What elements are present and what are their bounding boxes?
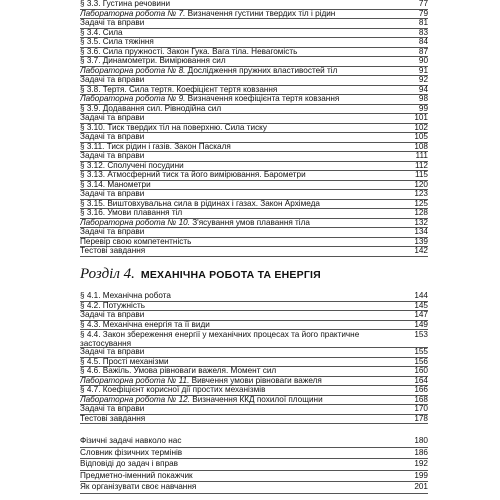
- toc-page-number: 90: [418, 56, 428, 65]
- toc-entry-title: Задачі та вправи: [80, 347, 145, 356]
- toc-entry-title: [80, 395, 406, 405]
- toc-entry-title: Задачі та вправи: [80, 189, 145, 198]
- toc-page-number: 84: [418, 37, 428, 46]
- toc-entry-title: Відповіді до задач і вправ: [80, 459, 179, 468]
- toc-page-number: 92: [418, 75, 428, 84]
- toc-page-number: 87: [418, 46, 428, 56]
- toc-page-number: 132: [414, 217, 428, 227]
- toc-page-number: 199: [414, 470, 428, 480]
- toc-entry-title: § 3.9. Додавання сил. Рівнодійна сил: [80, 103, 222, 113]
- lab-work-title: Дослідження пружних властивостей тіл: [185, 65, 338, 75]
- toc-entry-title: § 3.15. Виштовхувальна сила в рідинах і газах. Закон Архімеда: [80, 198, 320, 208]
- toc-list-chapter-3: [80, 0, 428, 257]
- toc-entry-title: § 3.4. Сила: [80, 27, 123, 37]
- toc-page-number: 178: [414, 413, 428, 423]
- toc-page-number: 115: [414, 170, 428, 179]
- toc-entry-title: § 4.1. Механічна робота: [80, 291, 171, 300]
- toc-entry-title: § 4.5. Прості механізми: [80, 356, 169, 366]
- toc-page-number: 139: [414, 236, 428, 246]
- toc-page-number: 94: [418, 84, 428, 94]
- toc-entry-title: [80, 376, 406, 386]
- toc-page-number: 101: [414, 113, 428, 122]
- toc-entry-title: Тестові завдання: [80, 413, 146, 423]
- section-title: МЕХАНІЧНА РОБОТА ТА ЕНЕРГІЯ: [140, 269, 321, 281]
- toc-entry-title: § 3.13. Атмосферний тиск та його вимірювання. Барометри: [80, 170, 306, 179]
- toc-entry-title: Як організувати своє навчання: [80, 482, 197, 491]
- toc-page-number: 144: [414, 291, 428, 300]
- toc-page-number: 180: [414, 436, 428, 445]
- toc-page-number: 79: [418, 8, 428, 18]
- toc-entry-title: § 3.10. Тиск твердих тіл на поверхню. Сила тиску: [80, 122, 267, 132]
- toc-entry-title: § 3.5. Сила тяжіння: [80, 37, 154, 46]
- toc-page-number: 111: [415, 151, 428, 160]
- toc-entry-title: § 3.14. Манометри: [80, 179, 151, 189]
- lab-work-label: Лабораторна робота № 12.: [80, 394, 190, 404]
- toc-entry-title: [80, 9, 406, 19]
- toc-page-number: 153: [414, 330, 428, 339]
- toc-page-number: 145: [414, 300, 428, 310]
- toc-page-number: 83: [418, 27, 428, 37]
- toc-page-number: 120: [414, 179, 428, 189]
- toc-list-appendix: [80, 436, 428, 494]
- lab-work-label: Лабораторна робота № 9.: [80, 94, 186, 103]
- toc-entry-title: § 4.7. Коефіцієнт корисної дії простих механізмів: [80, 385, 266, 394]
- lab-work-title: Визначення коефіцієнта тертя ковзання: [185, 94, 340, 103]
- toc-entry-title: Перевір свою компетентність: [80, 236, 192, 246]
- toc-page-number: 125: [414, 198, 428, 208]
- toc-entry-title: Задачі та вправи: [80, 404, 145, 413]
- toc-page-number: 128: [414, 208, 428, 217]
- toc-page-number: 142: [414, 246, 428, 255]
- toc-page-number: 77: [418, 0, 428, 8]
- toc-page-number: 186: [414, 447, 428, 457]
- toc-entry-title: [80, 94, 406, 104]
- toc-entry-title: § 3.7. Динамометри. Вимірювання сил: [80, 56, 226, 65]
- toc-page-number: 155: [414, 347, 428, 356]
- toc-page-number: 201: [414, 482, 428, 491]
- toc-entry-title: § 4.2. Потужність: [80, 300, 145, 310]
- toc-entry-title: [80, 66, 406, 76]
- toc-entry-title: Задачі та вправи: [80, 113, 145, 122]
- toc-page-number: 99: [418, 103, 428, 113]
- toc-entry-title: Предметно-іменний покажчик: [80, 470, 193, 480]
- toc-entry-title: § 3.11. Тиск рідин і газів. Закон Паскаля: [80, 141, 231, 151]
- section-heading: [80, 266, 428, 283]
- toc-entry-title: § 3.12. Сполучені посудини: [80, 160, 184, 170]
- toc-entry-title: Задачі та вправи: [80, 75, 145, 84]
- toc-page-number: 192: [414, 459, 428, 468]
- lab-work-title: Вивчення умови рівноваги важеля: [189, 375, 322, 385]
- toc-page-number: 102: [414, 122, 428, 132]
- toc-page-number: 98: [418, 94, 428, 103]
- lab-work-title: Визначення ККД похилої площини: [189, 394, 323, 404]
- toc-entry-title: Задачі та вправи: [80, 132, 145, 141]
- toc-page-number: 108: [414, 141, 428, 151]
- toc-entry-title: § 3.8. Тертя. Сила тертя. Коефіцієнт тертя ковзання: [80, 84, 278, 94]
- toc-entry[interactable]: [80, 482, 428, 494]
- lab-work-label: Лабораторна робота № 8.: [80, 65, 186, 75]
- toc-page-number: 149: [414, 319, 428, 329]
- section-label: Розділ 4.: [80, 266, 135, 282]
- toc-entry-title: Задачі та вправи: [80, 227, 145, 236]
- toc-entry[interactable]: [80, 321, 428, 331]
- toc-list-chapter-4: [80, 292, 428, 424]
- toc-entry-title: § 3.16. Умови плавання тіл: [80, 208, 183, 217]
- toc-page-number: 170: [414, 404, 428, 413]
- toc-entry-title: § 4.4. Закон збереження енергії у механічних процесах та його практичне застосування: [80, 330, 360, 347]
- toc-entry-title: Задачі та вправи: [80, 18, 145, 27]
- toc-entry[interactable]: [80, 247, 428, 257]
- toc-page-number: 105: [414, 132, 428, 141]
- toc-page-number: 147: [414, 310, 428, 319]
- toc-entry-title: [80, 218, 406, 228]
- toc-page-number: 112: [414, 160, 428, 170]
- lab-work-title: З'ясування умов плавання тіла: [189, 217, 310, 227]
- toc-entry-title: Задачі та вправи: [80, 151, 145, 160]
- toc-page-number: 160: [414, 366, 428, 375]
- toc-entry-title: § 4.3. Механічна енергія та її види: [80, 319, 210, 329]
- toc-page-number: 166: [414, 385, 428, 394]
- toc-entry-title: Тестові завдання: [80, 246, 146, 255]
- toc-page-number: 123: [414, 189, 428, 198]
- toc-entry[interactable]: [80, 415, 428, 425]
- toc-entry-title: Задачі та вправи: [80, 310, 145, 319]
- toc-entry[interactable]: [80, 330, 428, 348]
- toc-entry-title: § 3.6. Сила пружності. Закон Гука. Вага тіла. Невагомість: [80, 46, 298, 56]
- lab-work-label: Лабораторна робота № 7.: [80, 8, 186, 18]
- toc-page-number: 156: [414, 356, 428, 366]
- toc-page-number: 81: [418, 18, 428, 27]
- lab-work-label: Лабораторна робота № 10.: [80, 217, 190, 227]
- toc-entry-title: § 4.6. Важіль. Умова рівноваги важеля. Момент сил: [80, 366, 277, 375]
- toc-page-number: 134: [414, 227, 428, 236]
- toc-page-number: 91: [418, 65, 428, 75]
- lab-work-label: Лабораторна робота № 11.: [80, 375, 190, 385]
- toc-entry-title: Словник фізичних термінів: [80, 447, 183, 457]
- toc-entry-title: § 3.3. Густина речовини: [80, 0, 171, 8]
- toc-page-number: 168: [414, 394, 428, 404]
- toc-entry-title: Фізичні задачі навколо нас: [80, 436, 182, 445]
- lab-work-title: Визначення густини твердих тіл і рідин: [185, 8, 336, 18]
- toc-page-number: 164: [414, 375, 428, 385]
